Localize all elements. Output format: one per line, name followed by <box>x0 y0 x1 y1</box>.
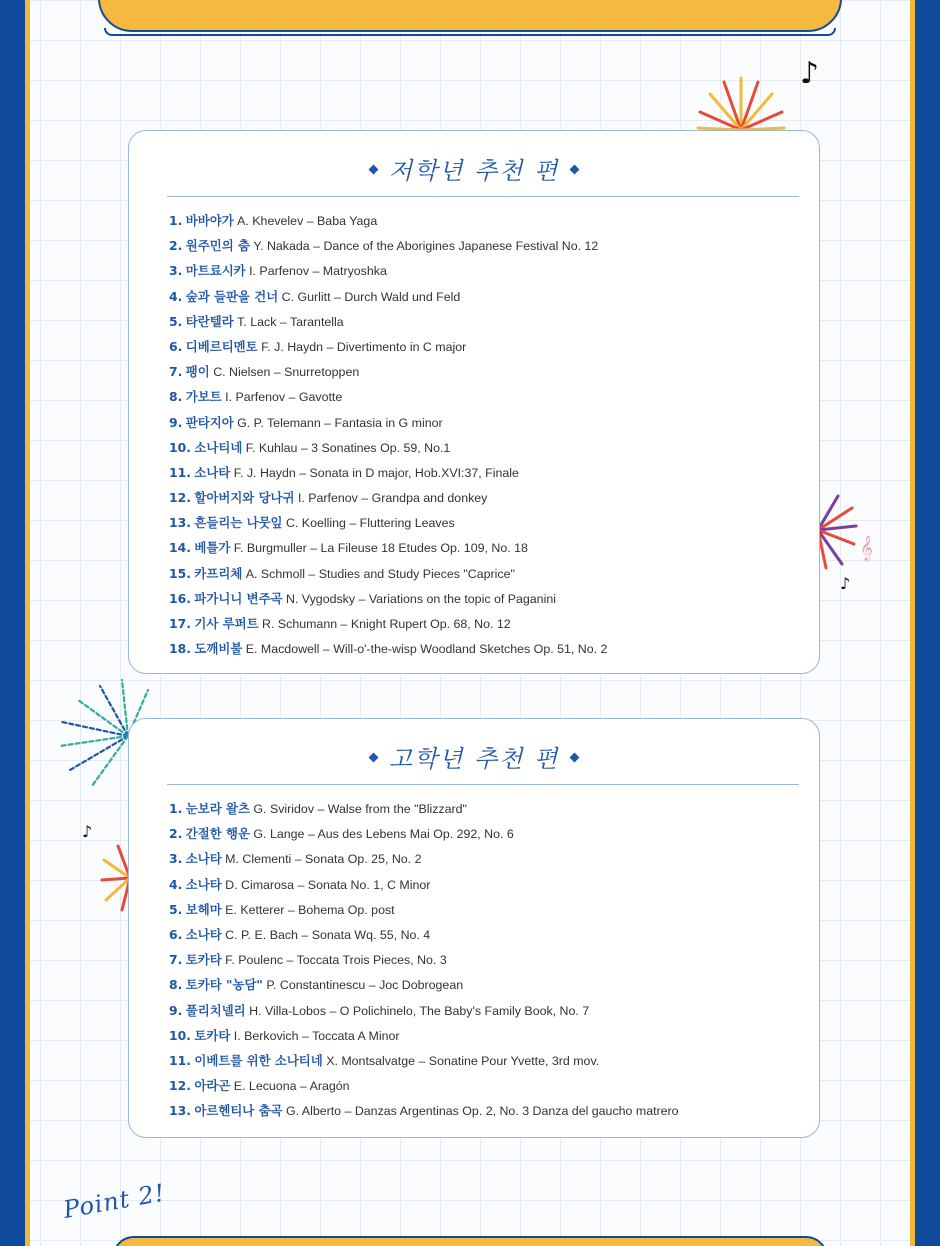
list-item <box>169 998 809 1023</box>
piece-composer-en: C. Gurlitt – Durch Wald und Feld <box>281 289 461 304</box>
piece-composer-en: G. P. Telemann – Fantasia in G minor <box>237 415 443 430</box>
piece-name-ko: 팽이 <box>185 364 210 380</box>
piece-composer-en: A. Khevelev – Baba Yaga <box>237 214 378 228</box>
piece-name-ko: 아라곤 <box>194 1078 231 1094</box>
piece-composer-en: E. Macdowell – Will-o'-the-wisp Woodland Sketches Op. 51, No. 2 <box>245 642 608 657</box>
top-banner <box>98 0 842 32</box>
list-item <box>169 410 809 435</box>
piece-name-ko: 이베트를 위한 소나티네 <box>194 1052 323 1068</box>
piece-composer-en: G. Lange – Aus des Lebens Mai Op. 292, No. 6 <box>253 827 514 842</box>
piece-composer-en: A. Schmoll – Studies and Study Pieces "Caprice" <box>245 566 515 581</box>
piece-name-ko: 원주민의 춤 <box>185 238 250 254</box>
piece-composer-en: G. Alberto – Danzas Argentinas Op. 2, No. 3 Danza del gaucho matrero <box>285 1104 679 1119</box>
piece-composer-en: C. Koelling – Fluttering Leaves <box>285 516 455 531</box>
piece-title-ko: 7. <box>169 364 183 380</box>
piece-composer-en: X. Montsalvatge – Sonatine Pour Yvette, 3rd mov. <box>326 1053 600 1068</box>
piece-composer-en: P. Constantinescu – Joc Dobrogean <box>266 978 464 993</box>
list-item <box>169 846 809 871</box>
music-note-icon: ♪ <box>840 574 851 593</box>
piece-composer-en: G. Sviridov – Walse from the "Blizzard" <box>253 802 467 816</box>
list-item <box>169 586 809 611</box>
piece-name-ko: 디베르티멘토 <box>185 338 258 354</box>
piece-name-ko: 타란텔라 <box>185 313 234 329</box>
piece-composer-en: C. Nielsen – Snurretoppen <box>213 365 360 380</box>
music-note-icon: ♪ <box>82 822 93 841</box>
piece-title-ko: 15. <box>169 565 191 581</box>
upper-grade-title: 고학년 추천 편 <box>129 739 819 774</box>
piece-title-ko: 13. <box>169 1103 191 1119</box>
upper-grade-card <box>128 718 820 1138</box>
list-item <box>169 611 809 636</box>
list-item <box>169 284 809 309</box>
piece-name-ko: 가보트 <box>185 389 222 405</box>
piece-title-ko: 3. <box>169 263 183 279</box>
piece-title-ko: 11. <box>169 1052 191 1068</box>
list-item <box>169 897 809 922</box>
piece-title-ko: 4. <box>169 876 183 892</box>
piece-name-ko: 파가니니 변주곡 <box>194 590 283 606</box>
piece-title-ko: 3. <box>169 851 183 867</box>
list-item <box>169 334 809 359</box>
lower-grade-title: 저학년 추천 편 <box>129 151 819 186</box>
list-item <box>169 384 809 409</box>
piece-title-ko: 4. <box>169 288 183 304</box>
piece-composer-en: E. Ketterer – Bohema Op. post <box>225 902 395 917</box>
list-item <box>169 208 809 233</box>
piece-name-ko: 할아버지와 당나귀 <box>194 490 295 506</box>
upper-grade-list <box>169 796 809 1123</box>
piece-title-ko: 9. <box>169 414 183 430</box>
piece-title-ko: 8. <box>169 389 183 405</box>
piece-name-ko: 풀리치넬리 <box>185 1002 246 1018</box>
list-item <box>169 1023 809 1048</box>
list-item <box>169 821 809 846</box>
piece-name-ko: 소나타 <box>185 851 222 867</box>
piece-title-ko: 14. <box>169 540 191 556</box>
piece-name-ko: 기사 루퍼트 <box>194 616 259 631</box>
piece-composer-en: F. Poulenc – Toccata Trois Pieces, No. 3 <box>225 953 447 968</box>
piece-name-ko: 바바야가 <box>185 213 234 228</box>
list-item <box>169 435 809 460</box>
piece-name-ko: 숲과 들판을 건너 <box>185 288 279 304</box>
piece-name-ko: 도깨비불 <box>194 641 243 657</box>
list-item <box>169 1073 809 1098</box>
piece-name-ko: 판타지아 <box>185 414 234 430</box>
piece-composer-en: H. Villa-Lobos – O Polichinelo, The Baby's Family Book, No. 7 <box>249 1003 590 1018</box>
piece-composer-en: I. Parfenov – Matryoshka <box>249 264 387 279</box>
piece-title-ko: 7. <box>169 952 183 968</box>
piece-composer-en: F. Burgmuller – La Fileuse 18 Etudes Op. 109, No. 18 <box>233 541 528 556</box>
diamond-icon <box>570 165 580 175</box>
lower-grade-card <box>128 130 820 674</box>
piece-title-ko: 12. <box>169 1078 191 1094</box>
list-item <box>169 535 809 560</box>
piece-name-ko: 소나타 <box>194 464 231 480</box>
piece-title-ko: 12. <box>169 490 191 506</box>
divider <box>167 784 799 785</box>
list-item <box>169 258 809 283</box>
list-item <box>169 460 809 485</box>
piece-title-ko: 8. <box>169 977 183 993</box>
piece-title-ko: 5. <box>169 313 183 329</box>
list-item <box>169 872 809 897</box>
list-item <box>169 972 809 997</box>
diamond-icon <box>368 165 378 175</box>
piece-name-ko: 소나타 <box>185 876 222 892</box>
piece-name-ko: 소나티네 <box>194 439 243 455</box>
diamond-icon <box>368 753 378 763</box>
list-item <box>169 636 809 661</box>
piece-title-ko: 6. <box>169 926 183 942</box>
list-item <box>169 1048 809 1073</box>
piece-title-ko: 9. <box>169 1002 183 1018</box>
point-label: Point 2! <box>61 1178 168 1224</box>
piece-title-ko: 11. <box>169 464 191 480</box>
piece-composer-en: Y. Nakada – Dance of the Aborigines Japanese Festival No. 12 <box>253 239 599 254</box>
piece-composer-en: F. J. Haydn – Divertimento in C major <box>261 339 467 354</box>
list-item <box>169 561 809 586</box>
piece-name-ko: 눈보라 왈츠 <box>185 801 250 816</box>
piece-title-ko: 13. <box>169 515 191 531</box>
list-item <box>169 233 809 258</box>
piece-title-ko: 6. <box>169 338 183 354</box>
diamond-icon <box>570 753 580 763</box>
piece-name-ko: 마트료시카 <box>185 263 246 279</box>
piece-composer-en: F. Kuhlau – 3 Sonatines Op. 59, No.1 <box>245 440 451 455</box>
list-item <box>169 947 809 972</box>
piece-title-ko: 1. <box>169 213 183 228</box>
piece-composer-en: N. Vygodsky – Variations on the topic of Paganini <box>285 591 556 606</box>
list-item <box>169 309 809 334</box>
piece-title-ko: 2. <box>169 826 183 842</box>
left-frame-border <box>0 0 30 1246</box>
piece-name-ko: 보헤마 <box>185 901 222 917</box>
list-item <box>169 1098 809 1123</box>
piece-title-ko: 1. <box>169 801 183 816</box>
treble-clef-icon: 𝄞 <box>860 536 874 561</box>
piece-composer-en: M. Clementi – Sonata Op. 25, No. 2 <box>225 852 422 867</box>
list-item <box>169 510 809 535</box>
piece-name-ko: 아르헨티나 춤곡 <box>194 1103 283 1119</box>
piece-name-ko: 토카타 <box>194 1027 231 1043</box>
piece-name-ko: 베틀가 <box>194 540 231 556</box>
list-item <box>169 359 809 384</box>
piece-title-ko: 16. <box>169 590 191 606</box>
bottom-banner <box>112 1236 828 1246</box>
piece-title-ko: 2. <box>169 238 183 254</box>
list-item <box>169 922 809 947</box>
piece-name-ko: 토카타 <box>185 952 222 968</box>
right-frame-border <box>910 0 940 1246</box>
firework-red-icon <box>100 842 130 912</box>
piece-composer-en: C. P. E. Bach – Sonata Wq. 55, No. 4 <box>225 927 431 942</box>
piece-composer-en: E. Lecuona – Aragón <box>233 1079 350 1094</box>
piece-name-ko: 흔들리는 나뭇잎 <box>194 515 283 531</box>
piece-name-ko: 카프리체 <box>194 565 243 581</box>
piece-composer-en: I. Berkovich – Toccata A Minor <box>233 1028 400 1043</box>
piece-title-ko: 18. <box>169 641 191 657</box>
piece-composer-en: T. Lack – Tarantella <box>237 314 344 329</box>
firework-purple-icon <box>818 490 858 570</box>
music-note-icon: ♪ <box>800 56 820 91</box>
piece-composer-en: F. J. Haydn – Sonata in D major, Hob.XVI:37, Finale <box>233 465 519 480</box>
piece-name-ko: 소나타 <box>185 926 222 942</box>
piece-title-ko: 5. <box>169 901 183 917</box>
list-item <box>169 485 809 510</box>
lower-grade-list <box>169 208 809 661</box>
piece-name-ko: 간절한 행운 <box>185 826 250 842</box>
piece-composer-en: I. Parfenov – Grandpa and donkey <box>297 491 488 506</box>
piece-composer-en: R. Schumann – Knight Rupert Op. 68, No. 12 <box>262 617 511 631</box>
list-item <box>169 796 809 821</box>
piece-title-ko: 17. <box>169 616 191 631</box>
piece-name-ko: 토카타 "농담" <box>185 977 263 993</box>
piece-title-ko: 10. <box>169 439 191 455</box>
divider <box>167 196 799 197</box>
piece-composer-en: I. Parfenov – Gavotte <box>225 390 343 405</box>
piece-composer-en: D. Cimarosa – Sonata No. 1, C Minor <box>225 877 431 892</box>
piece-title-ko: 10. <box>169 1027 191 1043</box>
